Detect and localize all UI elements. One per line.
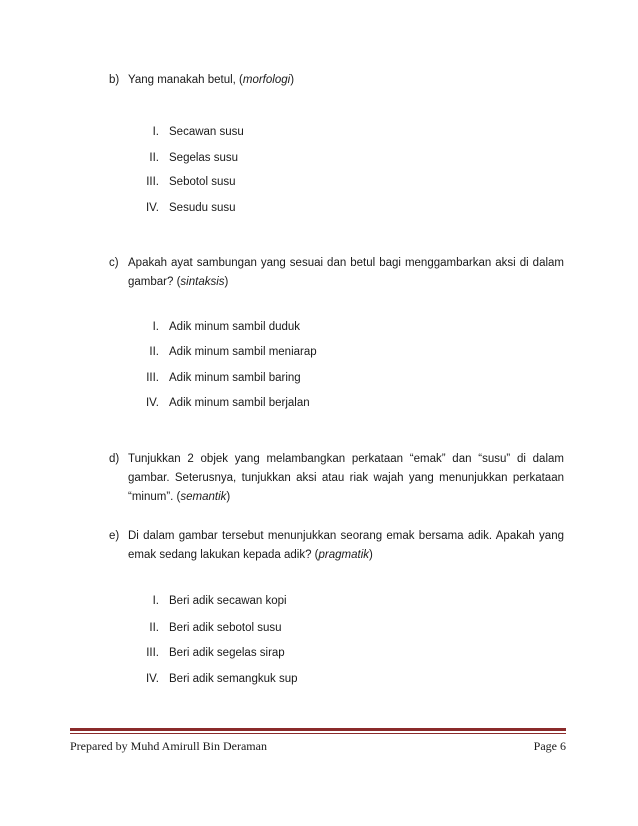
question-letter: b) xyxy=(109,74,120,86)
option-number: II. xyxy=(149,346,159,358)
question-d xyxy=(109,450,564,507)
footer-author: Prepared by Muhd Amirull Bin Deraman xyxy=(70,739,267,753)
option-text: Sebotol susu xyxy=(169,176,236,188)
option-text: Beri adik segelas sirap xyxy=(169,647,285,659)
footer-rule-thick xyxy=(70,728,566,731)
question-text: Yang manakah betul, (morfologi) xyxy=(128,74,295,86)
option-number: I. xyxy=(152,126,159,138)
question-tag: semantik xyxy=(180,491,227,503)
question-letter: c) xyxy=(109,257,119,269)
option-text: Adik minum sambil meniarap xyxy=(169,346,317,358)
option-item xyxy=(109,369,564,387)
option-number: III. xyxy=(146,647,159,659)
option-number: IV. xyxy=(145,397,159,409)
option-number: II. xyxy=(149,152,159,164)
option-item xyxy=(109,149,564,167)
question-letter: d) xyxy=(109,453,120,465)
option-item xyxy=(109,173,564,191)
option-number: IV. xyxy=(145,202,159,214)
option-text: Beri adik sebotol susu xyxy=(169,622,282,634)
question-tag: sintaksis xyxy=(180,276,225,288)
question-letter: e) xyxy=(109,530,120,542)
footer-rule-thin xyxy=(70,733,566,734)
option-number: III. xyxy=(146,372,159,384)
option-item xyxy=(109,394,564,412)
option-number: I. xyxy=(152,321,159,333)
question-text: Tunjukkan 2 objek yang melambangkan perkataan “emak” dan “susu” di dalam gambar. Seterusnya, tunjukkan aksi atau riak wajah yang menunjukkan perkataan “minum”. (semantik) xyxy=(128,453,564,503)
question-e xyxy=(109,527,564,565)
option-number: I. xyxy=(152,595,159,607)
option-item xyxy=(109,670,564,688)
option-item xyxy=(109,592,564,610)
option-number: II. xyxy=(149,622,159,634)
option-item xyxy=(109,199,564,217)
option-number: IV. xyxy=(145,673,159,685)
question-text: Apakah ayat sambungan yang sesuai dan betul bagi menggambarkan aksi di dalam gambar? (sintaksis) xyxy=(128,257,564,288)
option-text: Beri adik secawan kopi xyxy=(169,595,287,607)
option-text: Beri adik semangkuk sup xyxy=(169,673,298,685)
option-item xyxy=(109,644,564,662)
question-tag: pragmatik xyxy=(318,549,370,561)
option-item xyxy=(109,123,564,141)
option-text: Adik minum sambil duduk xyxy=(169,321,301,333)
option-text: Adik minum sambil berjalan xyxy=(169,397,310,409)
question-tag: morfologi xyxy=(242,74,291,86)
question-b xyxy=(109,71,564,90)
question-c xyxy=(109,254,564,292)
option-item xyxy=(109,343,564,361)
page-footer xyxy=(70,739,566,755)
option-item xyxy=(109,619,564,637)
option-item xyxy=(109,318,564,336)
option-number: III. xyxy=(146,176,159,188)
option-text: Adik minum sambil baring xyxy=(169,372,301,384)
option-text: Secawan susu xyxy=(169,126,244,138)
option-text: Sesudu susu xyxy=(169,202,236,214)
option-text: Segelas susu xyxy=(169,152,239,164)
question-text: Di dalam gambar tersebut menunjukkan seorang emak bersama adik. Apakah yang emak sedang lakukan kepada adik? (pragmatik) xyxy=(128,530,564,561)
footer-page-number: Page 6 xyxy=(533,739,566,753)
